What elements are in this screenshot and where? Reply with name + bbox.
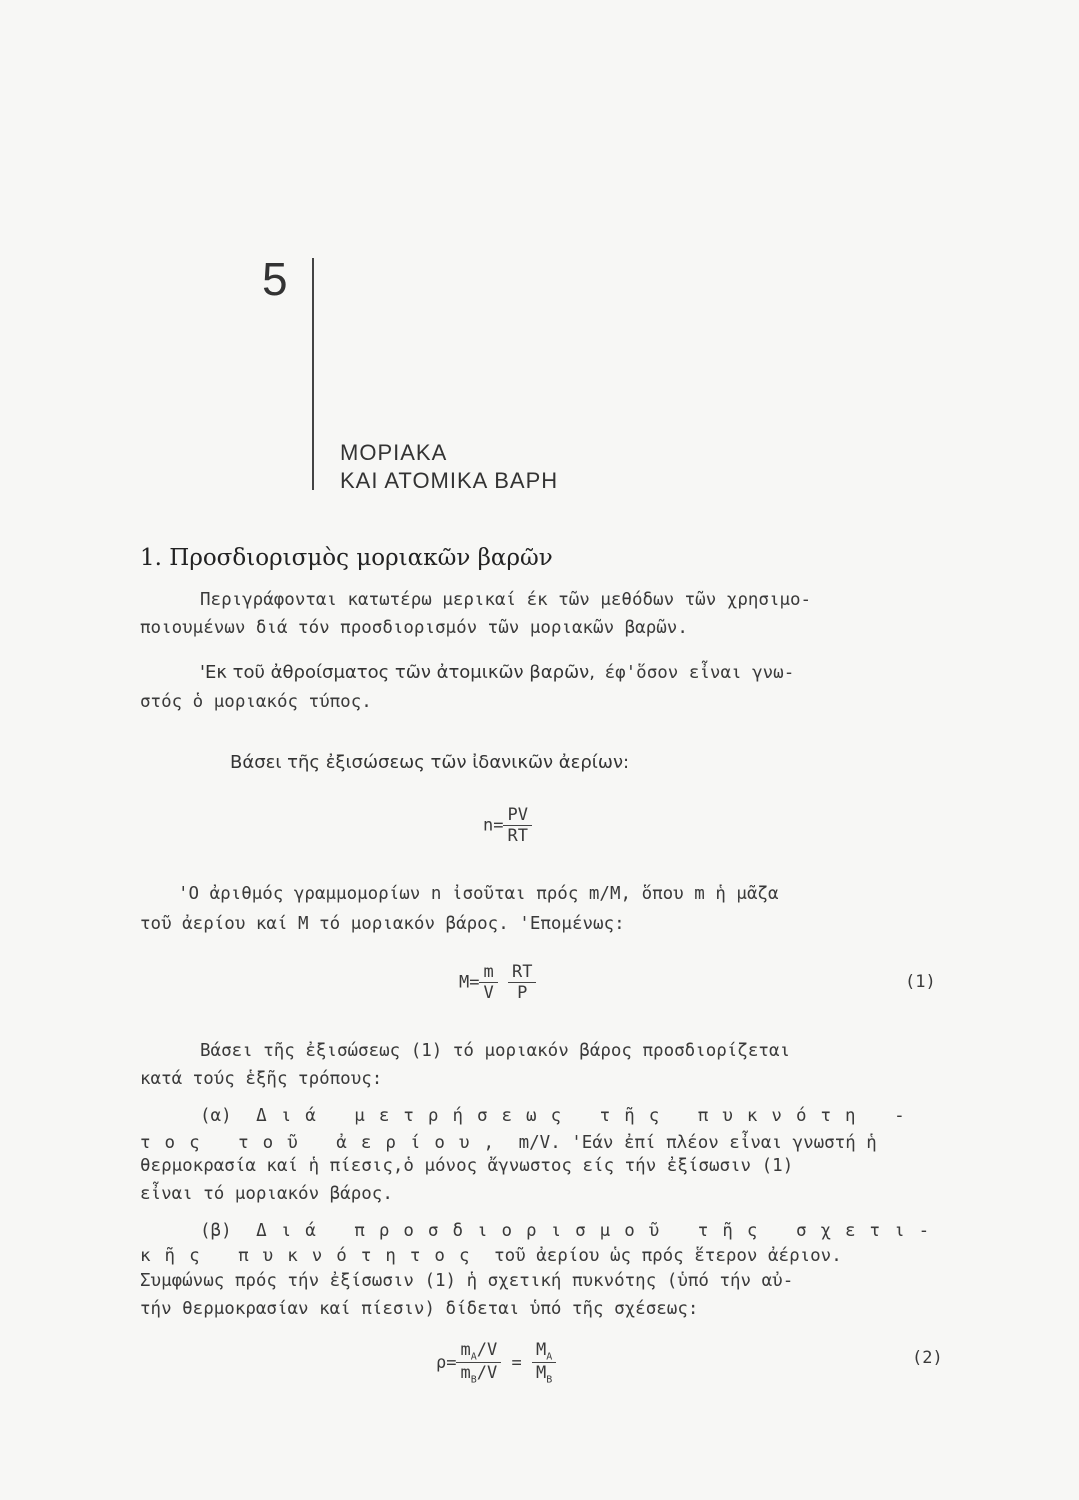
method-b-line-2-text: τοῦ ἀερίου ὡς πρός ἕτερον ἀέριον.: [494, 1246, 842, 1266]
section-heading: 1. Προσδιορισμὸς μοριακῶν βαρῶν: [140, 545, 553, 571]
method-a-spaced-title-1: Διά μετρήσεως τῆς πυκνότη -: [256, 1106, 919, 1126]
method-b-label: (β): [200, 1221, 232, 1241]
method-a-label: (α): [200, 1106, 232, 1126]
eq2-fraction-2: [532, 1340, 556, 1386]
method-a-line-1: [200, 1106, 919, 1126]
chapter-title-line-1: ΜΟΡΙΑΚΑ: [340, 440, 448, 465]
method-a-spaced-title-2: τος τοῦ ἀερίου,: [140, 1133, 509, 1153]
atomic-line-2: στός ὁ μοριακός τύπος.: [140, 692, 372, 712]
eq1-num-1: m: [479, 962, 497, 983]
chapter-number: 5: [262, 253, 288, 305]
eq2-lhs: ρ=: [436, 1352, 457, 1373]
eq2-den-2-sub: B: [546, 1374, 553, 1386]
eq2-den-2-base: M: [536, 1363, 547, 1384]
basis-line-2: κατά τούς ἑξῆς τρόπους:: [140, 1069, 383, 1089]
equation-1-number: (1): [905, 972, 936, 992]
atomic-handwritten-text: 'Εκ τοῦ ἀθροίσματος τῶν ἀτομικῶν βαρῶν,: [200, 662, 595, 683]
ideal-denominator: RT: [507, 826, 528, 846]
eq2-num-1-rest: /V: [476, 1340, 498, 1360]
method-b-line-2: [140, 1246, 842, 1266]
eq1-fraction-2: [508, 962, 536, 1003]
eq2-den-1-rest: /V: [476, 1363, 498, 1384]
eq2-num-2-sub: A: [546, 1351, 553, 1363]
ideal-lhs: n=: [483, 815, 504, 836]
moles-line-1: 'Ο ἀριθμός γραμμομορίων n ἰσοῦται πρός m/M, ὅπου m ἡ μᾶζα: [178, 884, 779, 904]
eq2-fraction-1: [456, 1340, 501, 1386]
eq1-den-2: P: [517, 983, 528, 1003]
eq2-den-1-sub: B: [470, 1374, 477, 1386]
method-b-line-1: [200, 1221, 943, 1241]
equation-ideal-gas: [483, 805, 532, 846]
eq2-den-2: [532, 1363, 556, 1385]
method-a-line-2-text: m/V. 'Εάν ἐπί πλέον εἶναι γνωστή ἡ: [518, 1133, 877, 1153]
atomic-line-1: [200, 662, 794, 683]
moles-line-2: τοῦ ἀερίου καί M τό μοριακόν βάρος. 'Επομένως:: [140, 914, 625, 934]
eq1-den-1: V: [483, 983, 494, 1003]
eq2-num-2: [532, 1340, 556, 1363]
eq2-num-1-base: m: [460, 1340, 471, 1360]
method-b-line-4: τήν θερμοκρασίαν καί πίεσιν) δίδεται ὑπό τῆς σχέσεως:: [140, 1299, 699, 1319]
method-a-line-3: θερμοκρασία καί ἡ πίεσις,ὁ μόνος ἄγνωστος είς τήν ἐξίσωσιν (1): [140, 1156, 794, 1176]
ideal-fraction: [503, 805, 531, 846]
chapter-title-line-2: ΚΑΙ ΑΤΟΜΙΚΑ ΒΑΡΗ: [340, 468, 559, 493]
intro-line-1: Περιγράφονται κατωτέρω μερικαί έκ τῶν μεθόδων τῶν χρησιμο-: [200, 590, 812, 610]
basis-line-1: Βάσει τῆς ἐξισώσεως (1) τό μοριακόν βάρος προσδιορίζεται: [200, 1041, 791, 1061]
equation-2-number: (2): [912, 1348, 943, 1368]
method-a-line-4: εἶναι τό μοριακόν βάρος.: [140, 1184, 393, 1204]
method-b-spaced-title-1: Διά προσδιορισμοῦ τῆς σχετι-: [256, 1221, 944, 1241]
eq1-lhs: M=: [459, 972, 480, 993]
eq2-equals: =: [511, 1352, 522, 1373]
equation-1: [459, 962, 536, 1003]
chapter-divider: [312, 258, 314, 490]
method-b-line-3: Συμφώνως πρός τήν ἐξίσωσιν (1) ἡ σχετική πυκνότης (ὑπό τήν αὐ-: [140, 1271, 794, 1291]
eq2-den-1-base: m: [460, 1363, 471, 1384]
method-a-line-2: [140, 1133, 877, 1153]
method-b-spaced-title-2: κῆς πυκνότητος: [140, 1246, 484, 1266]
atomic-typed-text: έφ'ὅσον εἶναι γνω-: [604, 663, 795, 683]
ideal-numerator: PV: [503, 805, 531, 826]
equation-2: [436, 1340, 556, 1386]
eq2-num-1: [456, 1340, 501, 1363]
ideal-gas-heading: Βάσει τῆς ἐξισώσεως τῶν ἰδανικῶν ἀερίων:: [230, 752, 630, 773]
eq2-den-1: [456, 1363, 501, 1385]
eq1-fraction-1: [479, 962, 497, 1003]
eq2-num-1-sub: A: [470, 1351, 477, 1363]
eq1-num-2: RT: [508, 962, 536, 983]
eq2-num-2-base: M: [536, 1340, 547, 1360]
intro-line-2: ποιουμένων διά τόν προσδιορισμόν τῶν μοριακῶν βαρῶν.: [140, 618, 688, 638]
